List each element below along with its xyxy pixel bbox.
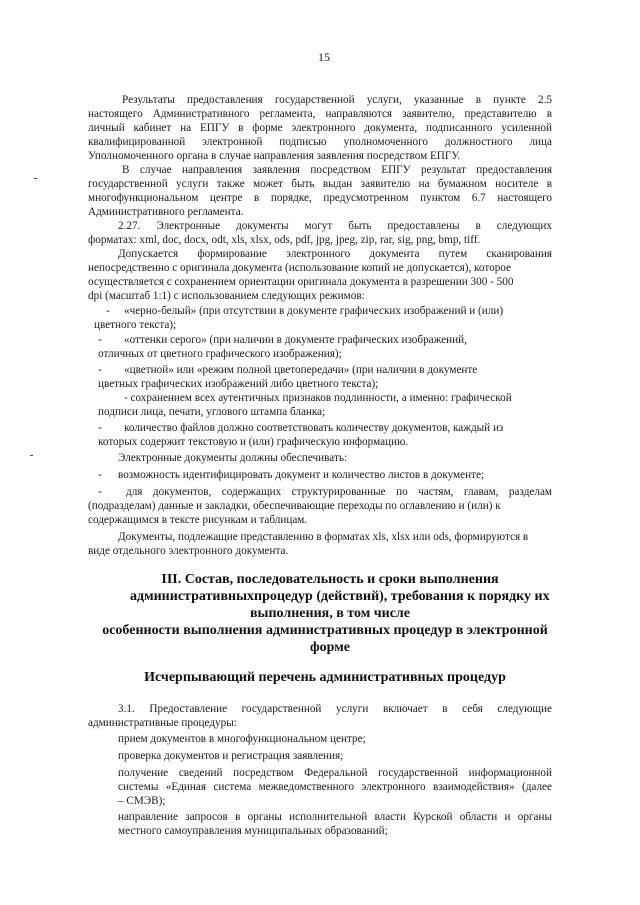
scan-speck bbox=[30, 455, 33, 456]
text-line: «оттенки серого» (при наличии в документе графических изображений, bbox=[124, 334, 467, 346]
text-line: содержащимся в тексте рисункам и таблицам. bbox=[88, 514, 308, 526]
text-line: подписи лица, печати, углового штампа бланка; bbox=[98, 406, 326, 418]
text-line: В случае направления заявления посредством ЕПГУ результат предоставления bbox=[122, 164, 552, 176]
text-line: системы «Единая система межведомственного электронного взаимодействия» (далее bbox=[118, 781, 552, 793]
page-number: 15 bbox=[318, 50, 330, 64]
text-line: виде отдельного электронного документа. bbox=[88, 545, 289, 557]
list-dash: - bbox=[98, 486, 102, 498]
text-line: Результаты предоставления государственной услуги, указанные в пункте 2.5 bbox=[122, 94, 552, 106]
text-line: dpi (масштаб 1:1) с использованием следующих режимов: bbox=[88, 290, 365, 302]
text-line: квалифицированной электронной подписью уполномоченного должностного лица bbox=[88, 136, 552, 148]
text-line: для документов, содержащих структурированные по частям, главам, разделам bbox=[126, 486, 552, 498]
text-line: получение сведений посредством Федеральной государственной информационной bbox=[118, 767, 552, 779]
text-line: возможность идентифицировать документ и количество листов в документе; bbox=[118, 469, 485, 481]
text-line: Электронные документы должны обеспечивать: bbox=[118, 452, 348, 464]
text-line: Административного регламента. bbox=[88, 206, 244, 218]
text-line: цветных графических изображений либо цветного текста); bbox=[98, 378, 379, 390]
list-dash: - bbox=[98, 469, 102, 481]
subsection-heading: Исчерпывающий перечень административных процедур bbox=[144, 670, 506, 685]
text-line: многофункциональном центре в порядке, предусмотренном пунктом 6.7 настоящего bbox=[88, 192, 552, 204]
text-line: направление запросов в органы исполнительной власти Курской области и органы bbox=[118, 811, 552, 823]
text-line: Документы, подлежащие представлению в форматах xls, xlsx или ods, формируются в bbox=[118, 531, 529, 543]
text-line: цветного текста); bbox=[94, 319, 177, 331]
text-line: местного самоуправления муниципальных образований; bbox=[118, 825, 388, 837]
text-line: количество файлов должно соответствовать количеству документов, каждый из bbox=[124, 422, 504, 434]
text-line: форматах: xml, doc, docx, odt, xls, xlsx, ods, pdf, jpg, jpeg, zip, rar, sig, png, bmp, tiff. bbox=[88, 234, 481, 246]
text-line: Уполномоченного органа в случае направления заявления посредством ЕПГУ. bbox=[88, 150, 461, 162]
text-line: 3.1. Предоставление государственной услуги включает в себя следующие bbox=[118, 703, 552, 715]
text-line: «черно-белый» (при отсутствии в документе графических изображений и (или) bbox=[124, 305, 504, 317]
text-line: – СМЭВ); bbox=[118, 795, 166, 807]
text-line: - сохранением всех аутентичных признаков подлинности, а именно: графической bbox=[124, 392, 512, 404]
text-line: осуществляется с сохранением ориентации оригинала документа в разрешении 300 - 500 bbox=[88, 276, 514, 288]
text-line: настоящего Административного регламента, направляются заявителю, представителю в bbox=[88, 108, 552, 120]
list-dash: - bbox=[106, 305, 110, 317]
text-line: государственной услуги также может быть выдан заявителю на бумажном носителе в bbox=[88, 178, 552, 190]
list-dash: - bbox=[98, 334, 102, 346]
text-line: административные процедуры: bbox=[88, 717, 237, 729]
text-line: «цветной» или «режим полной цветопередачи» (при наличии в документе bbox=[124, 364, 478, 376]
text-line: (подразделам) данные и закладки, обеспечивающие переходы по оглавлению и (или) к bbox=[88, 500, 501, 512]
section-heading: форме bbox=[309, 640, 350, 655]
text-line: непосредственно с оригинала документа (использование копий не допускается), которое bbox=[88, 262, 511, 274]
section-heading: выполнения, в том числе bbox=[250, 606, 410, 621]
text-line: прием документов в многофункциональном центре; bbox=[118, 733, 366, 745]
scan-speck bbox=[34, 178, 37, 179]
section-heading: III. Состав, последовательность и сроки выполнения bbox=[161, 572, 499, 587]
section-heading: особенности выполнения административных процедур в электронной bbox=[102, 623, 548, 638]
text-line: отличных от цветного графического изображения); bbox=[98, 348, 342, 360]
text-line: которых содержит текстовую и (или) графическую информацию. bbox=[98, 436, 409, 448]
text-line: личный кабинет на ЕПГУ в форме электронного документа, подписанного усиленной bbox=[88, 122, 552, 134]
list-dash: - bbox=[98, 422, 102, 434]
text-line: 2.27. Электронные документы могут быть предоставлены в следующих bbox=[118, 220, 552, 232]
text-line: проверка документов и регистрация заявления; bbox=[118, 750, 344, 762]
text-line: Допускается формирование электронного документа путем сканирования bbox=[118, 248, 552, 260]
section-heading: административныхпроцедур (действий), требования к порядку их bbox=[130, 589, 550, 604]
list-dash: - bbox=[98, 364, 102, 376]
